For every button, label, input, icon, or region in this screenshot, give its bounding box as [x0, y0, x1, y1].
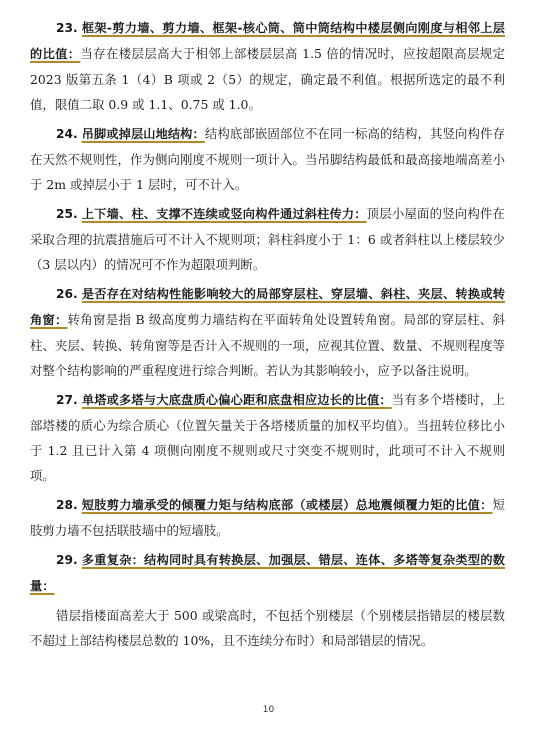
- item-heading: 框架-剪力墙、剪力墙、框架-核心筒、筒中筒结构中楼层侧向刚度与相邻上层的比值：: [30, 21, 505, 61]
- item-24: [30, 121, 505, 197]
- item-heading: 短肢剪力墙承受的倾覆力矩与结构底部（或楼层）总地震倾覆力矩的比值：: [81, 498, 493, 512]
- document-content: [30, 15, 505, 653]
- item-27: [30, 387, 505, 488]
- item-heading: 上下墙、柱、支撑不连续或竖向构件通过斜柱传力：: [81, 207, 367, 221]
- item-body: 顶层小屋面的竖向构件在采取合理的抗震措施后可不计入不规则项；斜柱斜度小于 1：6 或者斜柱以上楼层较少（3 层以内）的情况可不作为超限项判断。: [30, 206, 505, 272]
- item-29: [30, 547, 505, 599]
- item-body: 短肢剪力墙不包括联肢墙中的短墙肢。: [30, 497, 505, 538]
- item-28: [30, 492, 505, 543]
- item-heading: 是否存在对结构性能影响较大的局部穿层柱、穿层墙、斜柱、夹层、转换或转角窗：: [30, 287, 505, 327]
- item-23: [30, 15, 505, 117]
- item-number: 26.: [56, 287, 78, 301]
- item-heading: 吊脚或掉层山地结构：: [81, 127, 205, 141]
- item-heading: 多重复杂：结构同时具有转换层、加强层、错层、连体、多塔等复杂类型的数量：: [30, 553, 505, 593]
- item-number: 27.: [56, 393, 78, 407]
- item-number: 23.: [56, 21, 78, 35]
- item-26: [30, 281, 505, 383]
- item-body: 当有多个塔楼时，上部塔楼的质心为综合质心（位置矢量关于各塔楼质量的加权平均值）。当扭转位移比小于 1.2 且已计入第 4 项侧向刚度不规则或尺寸突变不规则时，此项可不计入不规则项。: [30, 392, 506, 483]
- item-number: 24.: [56, 127, 78, 141]
- item-body: 当存在楼层层高大于相邻上部楼层层高 1.5 倍的情况时，应按超限高层规定 2023 版第五条 1（4）B 项或 2（5）的规定，确定最不利值。根据所选定的最不利值，限值二取 0.9 或 1.1、0.75 或 1.0。: [30, 46, 505, 112]
- page-number: 10: [262, 705, 275, 715]
- item-heading: 单塔或多塔与大底盘质心偏心距和底盘相应边长的比值：: [81, 393, 392, 407]
- item-number: 29.: [56, 553, 78, 567]
- item-body: 结构底部嵌固部位不在同一标高的结构，其竖向构件存在天然不规则性，作为侧向刚度不规则一项计入。当吊脚结构最低和最高接地端高差小于 2m 或掉层小于 1 层时，可不计入。: [30, 126, 505, 192]
- item-25: [30, 201, 505, 277]
- item-number: 25.: [56, 207, 78, 221]
- item-body: 转角窗是指 B 级高度剪力墙结构在平面转角处设置转角窗。局部的穿层柱、斜柱、夹层、转换、转角窗等是否计入不规则的一项，应视其位置、数量、不规则程度等对整个结构影响的严重程度进行综合判断。若认为其影响较小，应予以备注说明。: [30, 312, 505, 378]
- trailing-paragraph: 错层指楼面高差大于 500 或梁高时，不包括个别楼层（个别楼层指错层的楼层数不超过上部结构楼层总数的 10%，且不连续分布时）和局部错层的情况。: [30, 608, 505, 648]
- item-number: 28.: [56, 498, 78, 512]
